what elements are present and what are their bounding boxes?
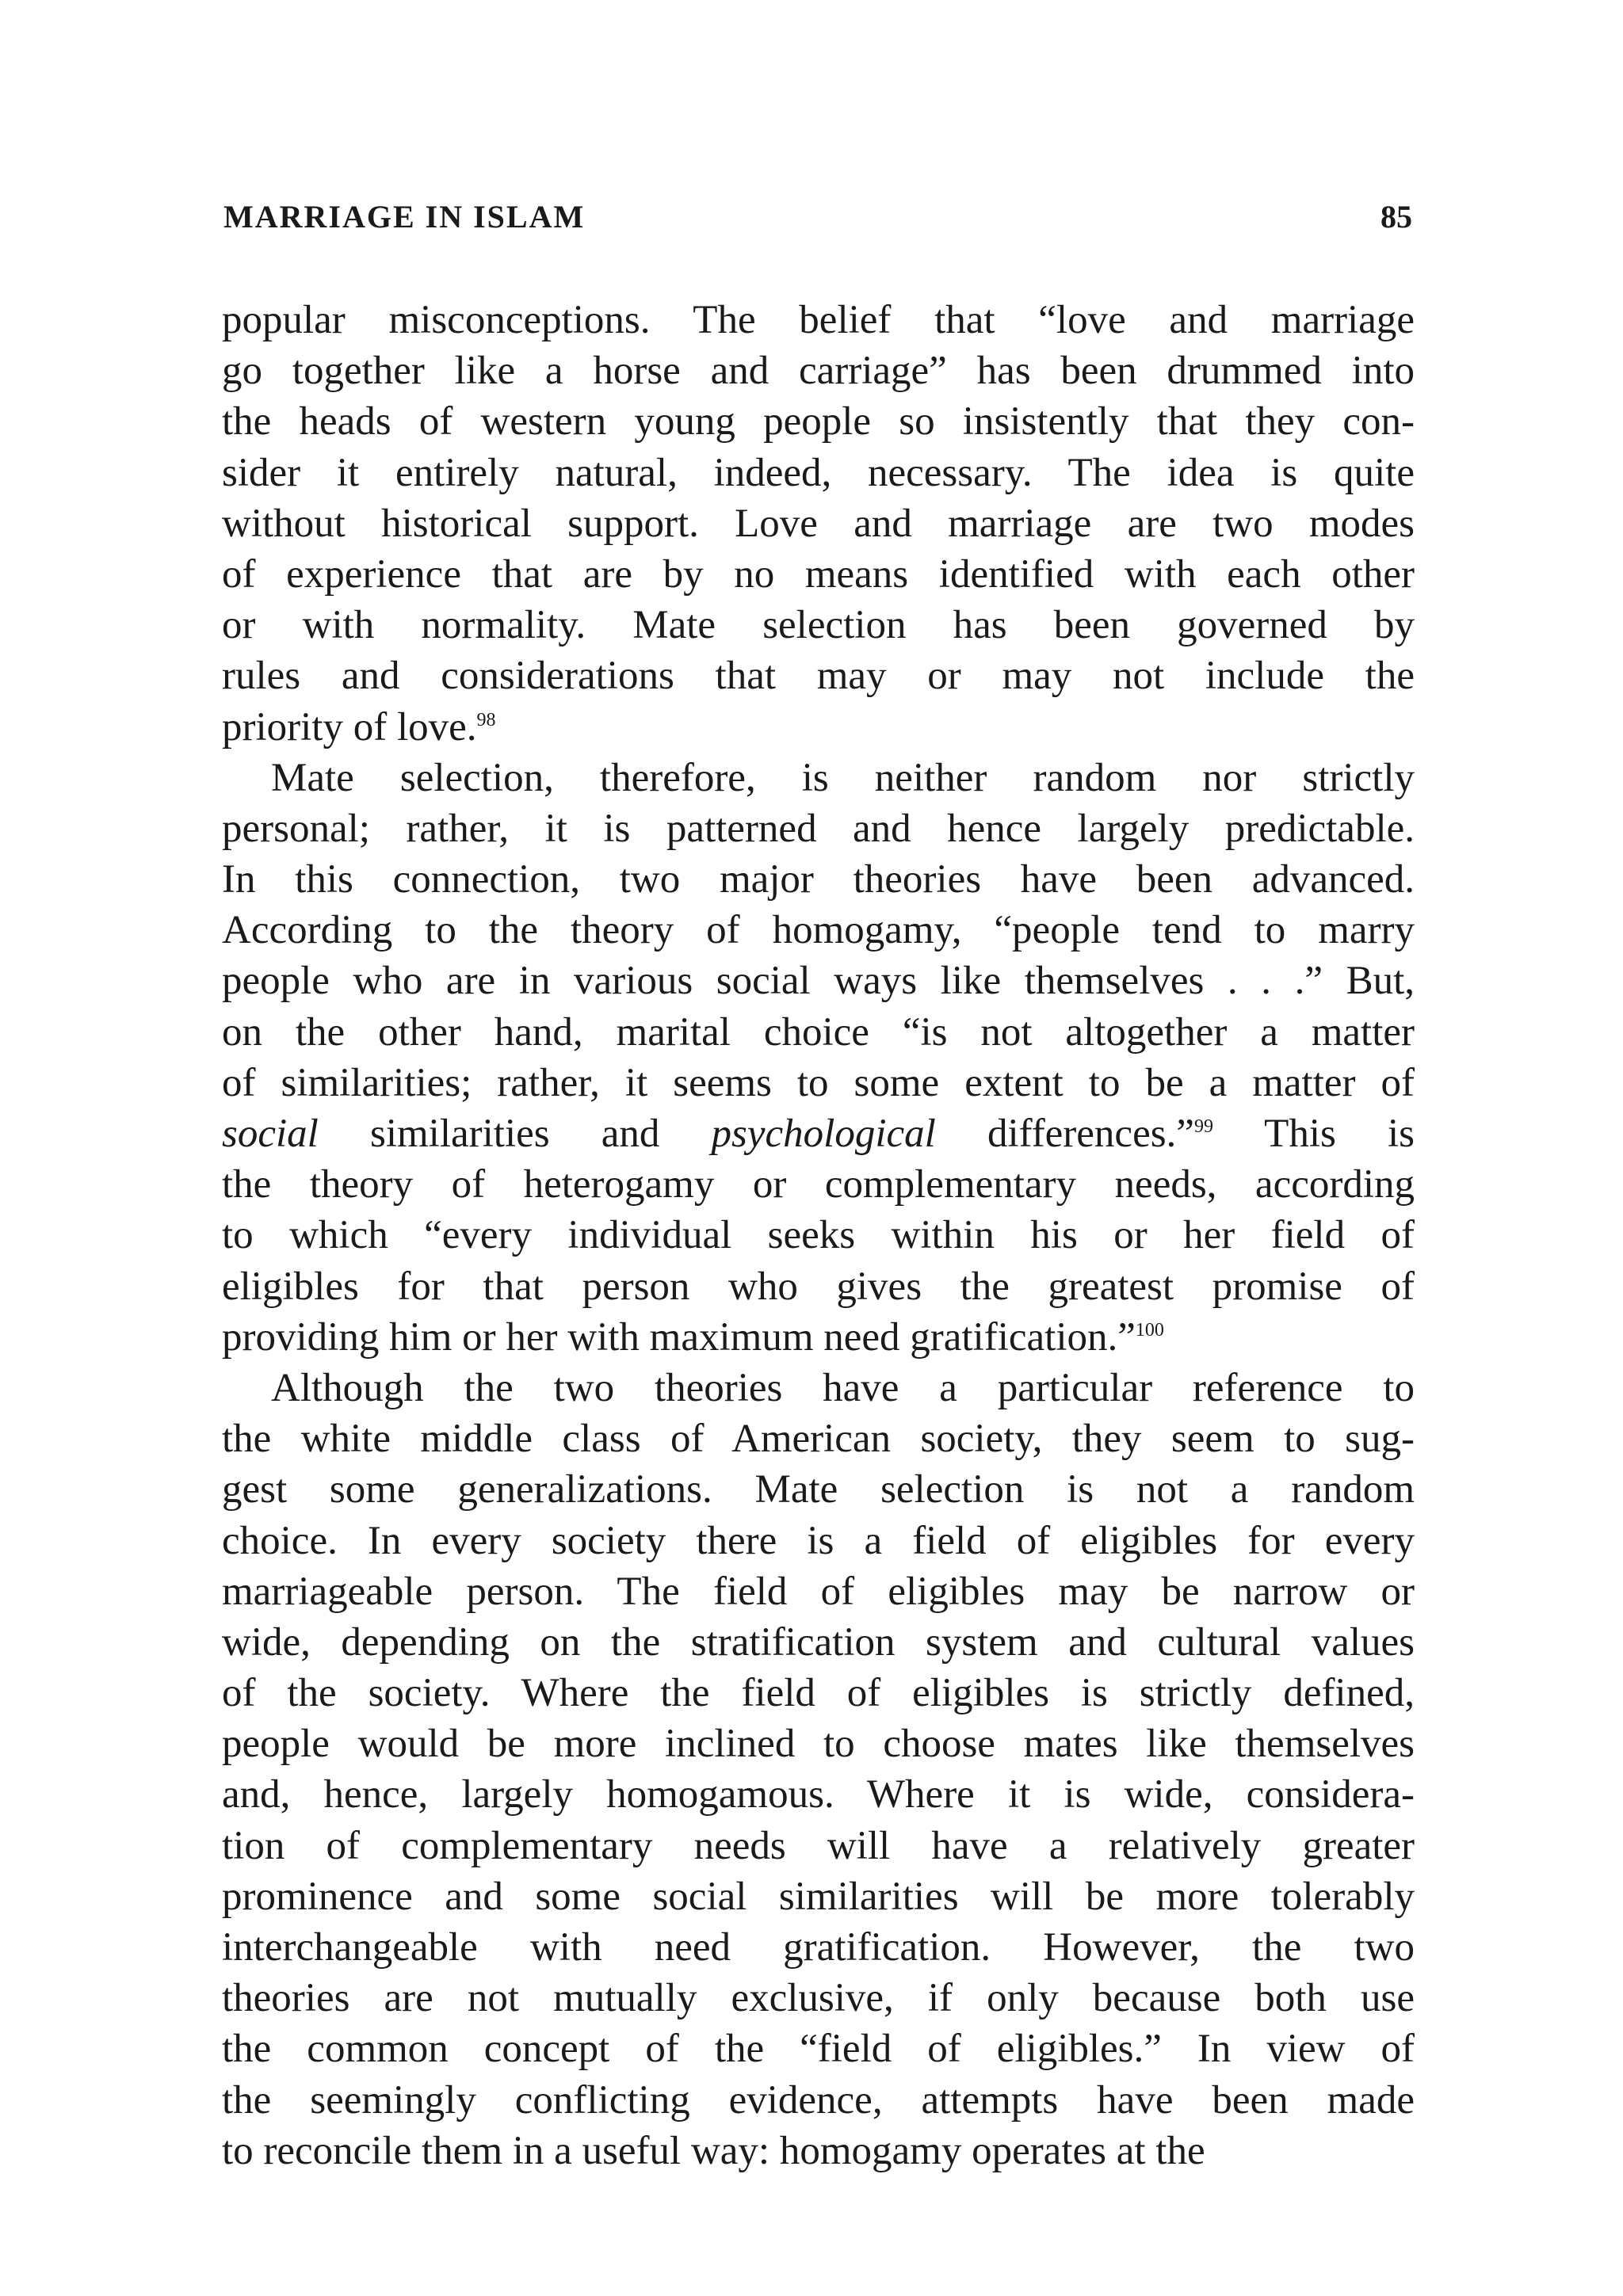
text-line bbox=[222, 1058, 1415, 1108]
text-line bbox=[222, 650, 1415, 701]
italic-text: social bbox=[222, 1112, 319, 1156]
line-text: According to the theory of homogamy, “people tend to marry bbox=[222, 908, 1415, 953]
text-line bbox=[222, 600, 1415, 650]
line-text: prominence and some social similarities will be more tolerably bbox=[222, 1874, 1415, 1919]
line-text: on the other hand, marital choice “is not altogether a matter bbox=[222, 1009, 1415, 1055]
line-text: priority of love. bbox=[222, 704, 477, 749]
line-text: to reconcile them in a useful way: homogamy operates at the bbox=[222, 2128, 1205, 2173]
text-line bbox=[222, 1769, 1415, 1820]
text-line bbox=[222, 1871, 1415, 1922]
text-line bbox=[222, 1617, 1415, 1668]
text-line bbox=[222, 2023, 1415, 2074]
line-text: people would be more inclined to choose mates like themselves bbox=[222, 1722, 1415, 1767]
line-text: go together like a horse and carriage” has been drummed into bbox=[222, 349, 1415, 394]
text-line bbox=[222, 1312, 1415, 1363]
text-line bbox=[222, 1007, 1415, 1058]
footnote-ref: 98 bbox=[476, 709, 496, 730]
paragraph bbox=[222, 1363, 1415, 2176]
line-text: personal; rather, it is patterned and hence largely predictable. bbox=[222, 806, 1415, 851]
line-text: tion of complementary needs will have a relatively greater bbox=[222, 1823, 1415, 1868]
text-line bbox=[222, 905, 1415, 955]
line-text: the heads of western young people so insistently that they con- bbox=[222, 399, 1415, 444]
footnote-ref: 99 bbox=[1193, 1116, 1213, 1137]
line-text: Although the two theories have a particular reference to bbox=[271, 1365, 1415, 1410]
text-line bbox=[222, 1413, 1415, 1464]
line-text: popular misconceptions. The belief that “love and marriage bbox=[222, 298, 1415, 342]
text-line bbox=[222, 1363, 1415, 1413]
line-text: the white middle class of American society, they seem to sug- bbox=[222, 1417, 1415, 1462]
line-text: choice. In every society there is a field of eligibles for every bbox=[222, 1518, 1415, 1563]
line-text: people who are in various social ways like themselves . . .” But, bbox=[222, 959, 1415, 1004]
text-line bbox=[222, 1464, 1415, 1515]
paragraph bbox=[222, 295, 1415, 753]
text-line bbox=[222, 1668, 1415, 1718]
text-line bbox=[222, 345, 1415, 396]
text-line bbox=[222, 854, 1415, 905]
line-text: gest some generalizations. Mate selection is not a random bbox=[222, 1467, 1415, 1512]
page-number: 85 bbox=[1381, 199, 1412, 235]
line-text: the theory of heterogamy or complementary needs, according bbox=[222, 1162, 1415, 1207]
line-text: Mate selection, therefore, is neither random nor strictly bbox=[271, 755, 1415, 800]
text-line bbox=[222, 803, 1415, 854]
line-text: or with normality. Mate selection has been governed by bbox=[222, 603, 1415, 648]
text-line bbox=[222, 1261, 1415, 1312]
text-line bbox=[222, 955, 1415, 1006]
line-text: of experience that are by no means identified with each other bbox=[222, 551, 1415, 597]
line-text: the seemingly conflicting evidence, attempts have been made bbox=[222, 2077, 1415, 2122]
line-text: of the society. Where the field of eligibles is strictly defined, bbox=[222, 1671, 1415, 1716]
text-line bbox=[222, 1821, 1415, 1871]
footnote-ref: 100 bbox=[1135, 1319, 1164, 1341]
text-line bbox=[222, 1718, 1415, 1769]
line-text: marriageable person. The field of eligibles may be narrow or bbox=[222, 1569, 1415, 1614]
text-line bbox=[222, 1922, 1415, 1973]
text-segment: similarities and bbox=[318, 1112, 712, 1156]
line-text: of similarities; rather, it seems to some extent to be a matter of bbox=[222, 1060, 1415, 1105]
italic-text: psychological bbox=[711, 1112, 936, 1156]
text-line bbox=[222, 498, 1415, 549]
line-text: without historical support. Love and marriage are two modes bbox=[222, 501, 1415, 546]
text-line bbox=[222, 1108, 1415, 1159]
text-line bbox=[222, 2075, 1415, 2126]
text-line bbox=[222, 1973, 1415, 2023]
text-line bbox=[222, 295, 1415, 345]
line-text: providing him or her with maximum need gratification.” bbox=[222, 1314, 1136, 1360]
running-head bbox=[223, 193, 1412, 241]
line-text: interchangeable with need gratification. However, the two bbox=[222, 1925, 1415, 1970]
line-text: to which “every individual seeks within his or her field of bbox=[222, 1213, 1415, 1258]
line-text: eligibles for that person who gives the greatest promise of bbox=[222, 1264, 1415, 1309]
line-text: sider it entirely natural, indeed, necessary. The idea is quite bbox=[222, 450, 1415, 495]
text-line bbox=[222, 702, 1415, 753]
paragraph bbox=[222, 753, 1415, 1363]
running-title: MARRIAGE IN ISLAM bbox=[223, 199, 586, 235]
line-text: wide, depending on the stratification system and cultural values bbox=[222, 1619, 1415, 1665]
text-line bbox=[222, 1159, 1415, 1210]
line-text: the common concept of the “field of eligibles.” In view of bbox=[222, 2027, 1415, 2072]
text-line bbox=[222, 753, 1415, 803]
text-segment: This is bbox=[1212, 1112, 1415, 1156]
text-line bbox=[222, 1566, 1415, 1617]
line-text: rules and considerations that may or may not include the bbox=[222, 654, 1415, 699]
body-text bbox=[222, 295, 1415, 2176]
line-text: theories are not mutually exclusive, if only because both use bbox=[222, 1976, 1415, 2021]
line-text: and, hence, largely homogamous. Where it is wide, considera- bbox=[222, 1772, 1415, 1817]
text-line bbox=[222, 1210, 1415, 1261]
text-line bbox=[222, 1516, 1415, 1566]
text-line bbox=[222, 448, 1415, 498]
text-line bbox=[222, 396, 1415, 447]
line-text: In this connection, two major theories have been advanced. bbox=[222, 857, 1415, 902]
text-segment: differences.” bbox=[935, 1112, 1194, 1156]
text-line bbox=[222, 549, 1415, 600]
text-line bbox=[222, 2126, 1415, 2176]
